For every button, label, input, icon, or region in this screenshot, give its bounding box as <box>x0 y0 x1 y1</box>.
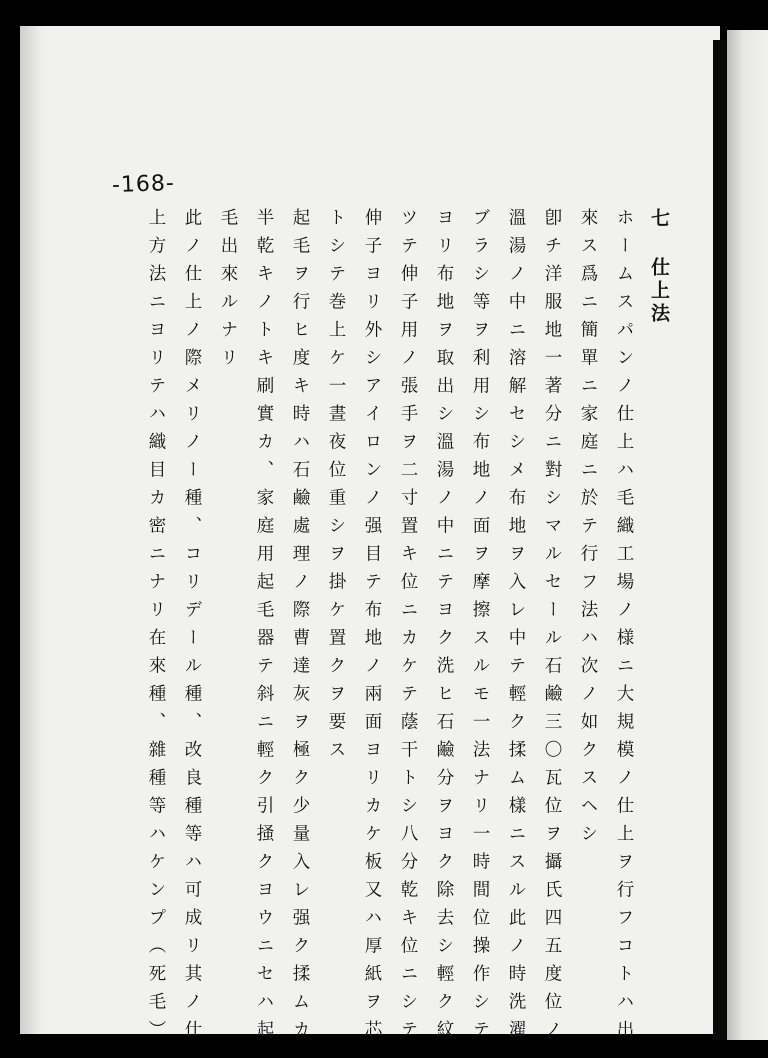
text-column: 起毛ヲ行ヒ度キ時ハ石鹼處理ノ際曹達灰ヲ極ク少量入レ强ク揉ムカ <box>290 208 310 1048</box>
text-column: 半乾キノトキ刷實カ、家庭用起毛器テ斜ニ輕ク引掻クヨウニセハ起 <box>254 208 274 1048</box>
page-edge-shadow <box>20 26 48 1034</box>
text-column: 伸子ヨリ外シアイロンノ强目テ布地ノ兩面ヨリカケ板又ハ厚紙ヲ芯 <box>362 208 382 1048</box>
text-column: 卽チ洋服地一著分ニ對シマルセール石鹼三〇瓦位ヲ攝氏四五度位ノ <box>542 208 562 1048</box>
book-gutter <box>713 40 727 1040</box>
section-heading: 七 仕上法 <box>648 208 670 326</box>
text-column: 來ス爲ニ簡單ニ家庭ニ於テ行フ法ハ次ノ如クスヘシ <box>578 208 598 852</box>
text-column: ブラシ等ヲ利用シ布地ノ面ヲ摩擦スルモ一法ナリ一時間位操作シテ <box>470 208 490 1048</box>
text-column: 上方法ニヨリテハ織目カ密ニナリ在來種、雜種等ハケンプ（死毛） <box>146 208 166 1048</box>
text-column: ツテ伸子用ノ張手ヲ二寸置キ位ニカケテ蔭干トシ八分乾キ位ニシテ <box>398 208 418 1048</box>
text-column: 此ノ仕上ノ際メリノー種、コリデール種、改良種等ハ可成リ其ノ仕 <box>182 208 202 1048</box>
text-column: ヨリ布地ヲ取出シ溫湯ノ中ニテヨク洗ヒ石鹼分ヲヨク除去シ輕ク紋 <box>434 208 454 1048</box>
page-number: -168- <box>111 170 176 199</box>
adjacent-page-edge <box>727 30 768 1040</box>
text-column: トシテ巻上ケ一晝夜位重シヲ掛ケ置クヲ要ス <box>326 208 346 768</box>
text-column: ホームスパンノ仕上ハ毛織工場ノ様ニ大規模ノ仕上ヲ行フコトハ出 <box>614 208 634 1048</box>
text-column: 溫湯ノ中ニ溶解セシメ布地ヲ入レ中テ輕ク揉ム樣ニスル此ノ時洗濯 <box>506 208 526 1048</box>
vertical-text-body <box>108 208 670 1048</box>
text-column: 毛出來ルナリ <box>218 208 238 376</box>
